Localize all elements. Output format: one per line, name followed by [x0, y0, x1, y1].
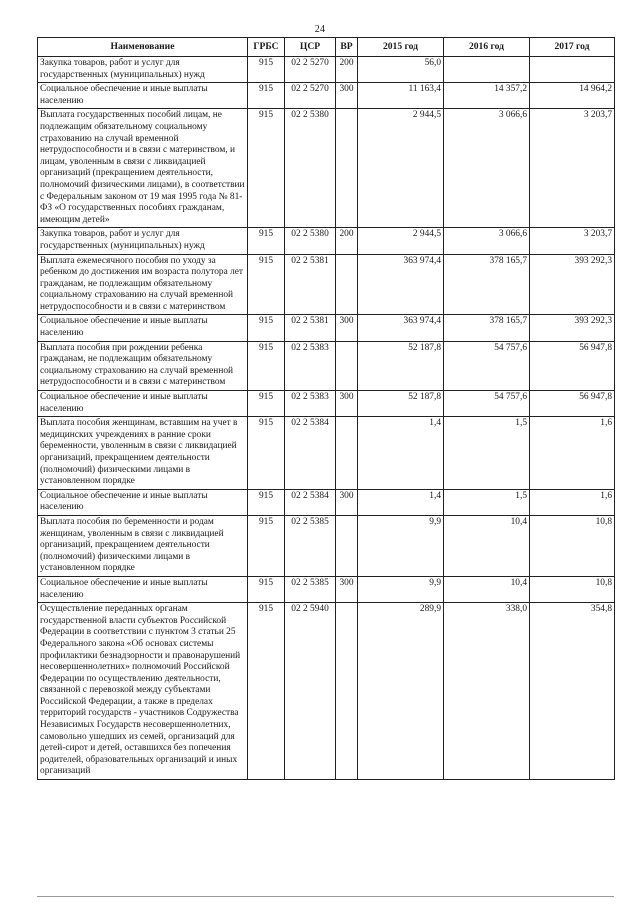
row-name: Выплата пособия при рождении ребенка гражданам, не подлежащим обязательному социальному страхованию на случай временной нетрудоспособности и в связи с материнством	[38, 341, 248, 390]
row-2017: 1,6	[530, 417, 615, 490]
table-row	[38, 57, 615, 83]
row-grbs: 915	[248, 603, 285, 780]
row-grbs: 915	[248, 576, 285, 602]
row-csr: 02 2 5380	[285, 109, 336, 228]
table-row	[38, 515, 615, 576]
table-header	[38, 38, 615, 57]
row-grbs: 915	[248, 228, 285, 254]
row-vr	[336, 515, 358, 576]
row-name: Социальное обеспечение и иные выплаты населению	[38, 489, 248, 515]
table-row	[38, 576, 615, 602]
row-vr: 300	[336, 391, 358, 417]
row-2017	[530, 57, 615, 83]
page-bottom-rule	[37, 896, 614, 897]
page-number: 24	[314, 24, 326, 35]
row-name: Выплата пособия женщинам, вставшим на учет в медицинских учреждениях в ранние сроки беременности, уволенным в связи с ликвидацией организаций, прекращением деятельности (полномочий) физическими лицами в установленном порядке	[38, 417, 248, 490]
row-name: Выплата ежемесячного пособия по уходу за ребенком до достижения им возраста полутора лет гражданам, не подлежащим обязательному социальному страхованию на случай временной нетрудоспособности и в связи с материнством	[38, 254, 248, 315]
row-vr	[336, 603, 358, 780]
row-name: Социальное обеспечение и иные выплаты населению	[38, 576, 248, 602]
row-2016: 54 757,6	[444, 341, 530, 390]
row-2016: 3 066,6	[444, 228, 530, 254]
row-2015: 363 974,4	[358, 315, 444, 341]
row-grbs: 915	[248, 109, 285, 228]
row-2016: 10,4	[444, 576, 530, 602]
row-2016: 1,5	[444, 417, 530, 490]
row-2015: 56,0	[358, 57, 444, 83]
table-row	[38, 109, 615, 228]
row-vr	[336, 109, 358, 228]
row-grbs: 915	[248, 391, 285, 417]
row-2015: 52 187,8	[358, 391, 444, 417]
row-2016: 10,4	[444, 515, 530, 576]
row-csr: 02 2 5384	[285, 489, 336, 515]
row-2017: 14 964,2	[530, 83, 615, 109]
row-2017: 10,8	[530, 515, 615, 576]
row-vr: 300	[336, 489, 358, 515]
table-row	[38, 391, 615, 417]
table-row	[38, 417, 615, 490]
row-2017: 1,6	[530, 489, 615, 515]
row-csr: 02 2 5270	[285, 83, 336, 109]
header-2017: 2017 год	[530, 38, 615, 57]
row-2017: 10,8	[530, 576, 615, 602]
row-grbs: 915	[248, 83, 285, 109]
row-grbs: 915	[248, 417, 285, 490]
table-body	[38, 57, 615, 780]
row-csr: 02 2 5380	[285, 228, 336, 254]
row-2017: 354,8	[530, 603, 615, 780]
table-row	[38, 228, 615, 254]
row-2015: 9,9	[358, 515, 444, 576]
row-2016: 54 757,6	[444, 391, 530, 417]
row-csr: 02 2 5385	[285, 515, 336, 576]
row-vr	[336, 341, 358, 390]
row-2016: 1,5	[444, 489, 530, 515]
row-2015: 1,4	[358, 489, 444, 515]
row-vr	[336, 417, 358, 490]
row-vr: 300	[336, 315, 358, 341]
row-2015: 52 187,8	[358, 341, 444, 390]
row-grbs: 915	[248, 515, 285, 576]
row-csr: 02 2 5383	[285, 341, 336, 390]
header-csr: ЦСР	[285, 38, 336, 57]
row-csr: 02 2 5381	[285, 254, 336, 315]
row-2017: 3 203,7	[530, 228, 615, 254]
row-2016: 14 357,2	[444, 83, 530, 109]
row-2016: 378 165,7	[444, 254, 530, 315]
row-2016: 378 165,7	[444, 315, 530, 341]
row-2017: 393 292,3	[530, 254, 615, 315]
row-2015: 289,9	[358, 603, 444, 780]
row-name: Осуществление переданных органам государственной власти субъектов Российской Федерации в соответствии с пунктом 3 статьи 25 Федерального закона «Об основах системы профилактики безнадзорности и правонарушений несовершеннолетних» полномочий Российской Федерации по осуществлению деятельности, связанной с перевозкой между субъектами Российской Федерации, а также в пределах территорий государств - участников Содружества Независимых Государств несовершеннолетних, самовольно ушедших из семей, организаций для детей-сирот и детей, оставшихся без попечения родителей, образовательных организаций и иных организаций	[38, 603, 248, 780]
row-name: Закупка товаров, работ и услуг для государственных (муниципальных) нужд	[38, 228, 248, 254]
row-csr: 02 2 5385	[285, 576, 336, 602]
row-2015: 363 974,4	[358, 254, 444, 315]
row-2015: 9,9	[358, 576, 444, 602]
header-vr: ВР	[336, 38, 358, 57]
row-2015: 1,4	[358, 417, 444, 490]
row-grbs: 915	[248, 315, 285, 341]
row-2015: 11 163,4	[358, 83, 444, 109]
row-csr: 02 2 5381	[285, 315, 336, 341]
header-name: Наименование	[38, 38, 248, 57]
row-2017: 56 947,8	[530, 391, 615, 417]
row-csr: 02 2 5270	[285, 57, 336, 83]
row-grbs: 915	[248, 341, 285, 390]
row-2016	[444, 57, 530, 83]
row-name: Социальное обеспечение и иные выплаты населению	[38, 391, 248, 417]
row-name: Социальное обеспечение и иные выплаты населению	[38, 315, 248, 341]
table-row	[38, 489, 615, 515]
row-grbs: 915	[248, 57, 285, 83]
row-vr: 200	[336, 228, 358, 254]
row-csr: 02 2 5940	[285, 603, 336, 780]
table-row	[38, 83, 615, 109]
header-2015: 2015 год	[358, 38, 444, 57]
row-2015: 2 944,5	[358, 109, 444, 228]
table-row	[38, 315, 615, 341]
row-vr	[336, 254, 358, 315]
row-vr: 200	[336, 57, 358, 83]
row-name: Социальное обеспечение и иные выплаты населению	[38, 83, 248, 109]
row-vr: 300	[336, 576, 358, 602]
row-2016: 3 066,6	[444, 109, 530, 228]
row-2015: 2 944,5	[358, 228, 444, 254]
header-grbs: ГРБС	[248, 38, 285, 57]
table-row	[38, 341, 615, 390]
row-csr: 02 2 5384	[285, 417, 336, 490]
row-2017: 393 292,3	[530, 315, 615, 341]
row-name: Закупка товаров, работ и услуг для государственных (муниципальных) нужд	[38, 57, 248, 83]
row-vr: 300	[336, 83, 358, 109]
budget-table	[37, 37, 615, 780]
row-2017: 3 203,7	[530, 109, 615, 228]
row-grbs: 915	[248, 489, 285, 515]
row-grbs: 915	[248, 254, 285, 315]
row-2016: 338,0	[444, 603, 530, 780]
table-row	[38, 603, 615, 780]
header-2016: 2016 год	[444, 38, 530, 57]
row-name: Выплата пособия по беременности и родам женщинам, уволенным в связи с ликвидацией организаций, прекращением деятельности (полномочий) физическими лицами в установленном порядке	[38, 515, 248, 576]
row-name: Выплата государственных пособий лицам, не подлежащим обязательному социальному страхованию на случай временной нетрудоспособности и в связи с материнством, и лицам, уволенным в связи с ликвидацией организаций (прекращением деятельности, полномочий физическими лицами), в соответствии с Федеральным законом от 19 мая 1995 года № 81-ФЗ «О государственных пособиях гражданам, имеющим детей»	[38, 109, 248, 228]
row-csr: 02 2 5383	[285, 391, 336, 417]
table-row	[38, 254, 615, 315]
row-2017: 56 947,8	[530, 341, 615, 390]
